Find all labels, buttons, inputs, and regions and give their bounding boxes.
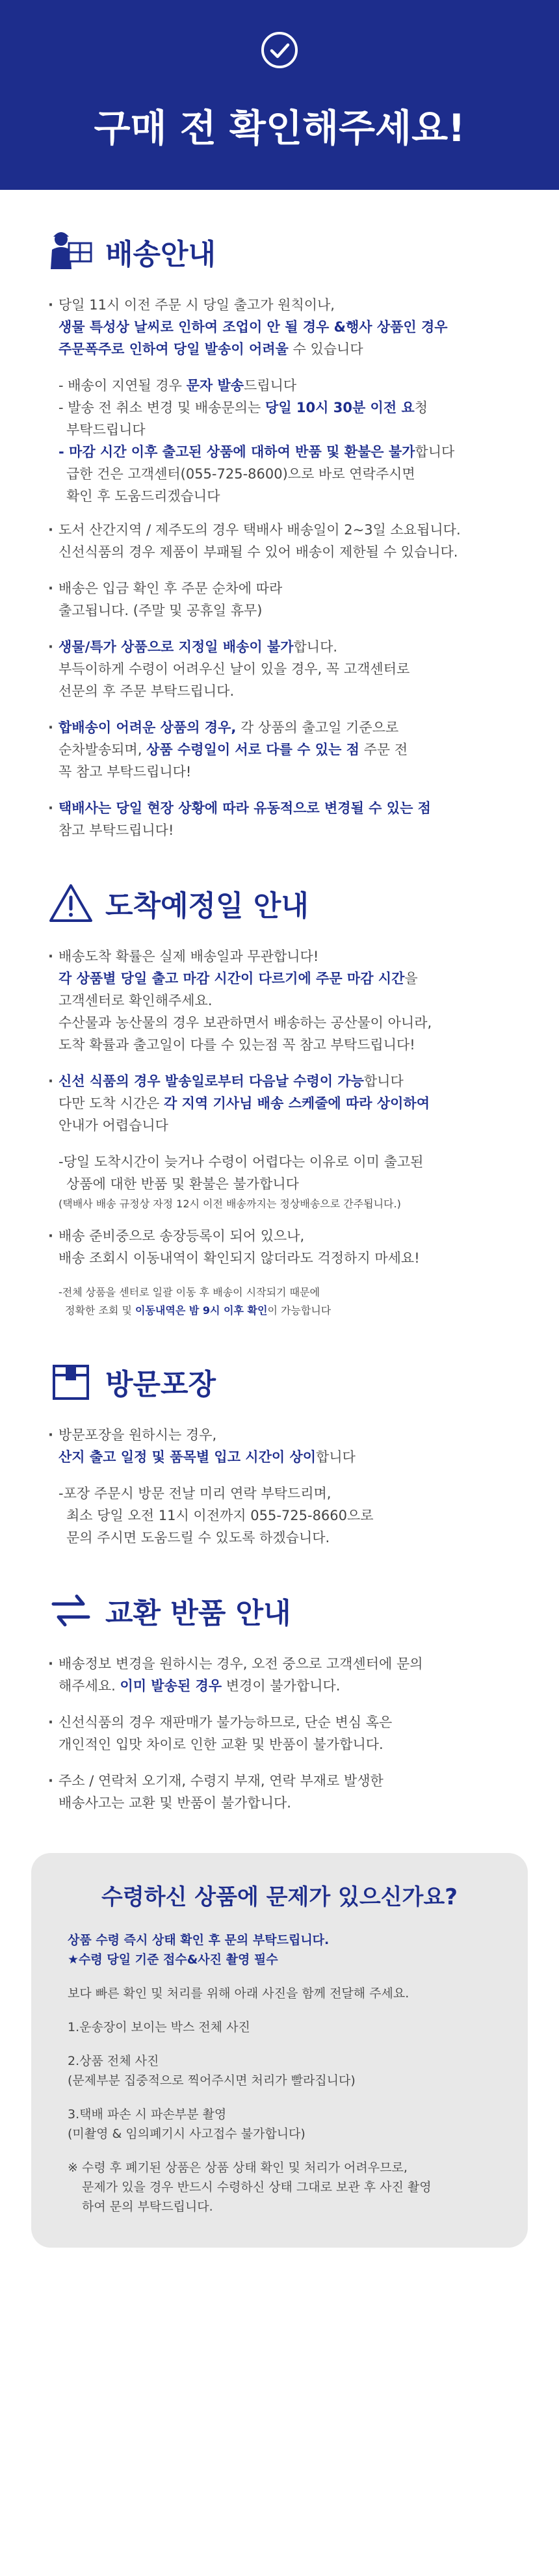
text-line: 배송 조회시 이동내역이 확인되지 않더라도 걱정하지 마세요!: [58, 1250, 420, 1266]
notice-line: (미촬영 & 임의폐기시 사고접수 불가합니다): [68, 2127, 306, 2141]
text-line: 참고 부탁드립니다!: [58, 822, 174, 838]
text-line: 합니다.: [293, 639, 338, 655]
notice-line: 1.운송장이 보이는 박스 전체 사진: [68, 2020, 250, 2034]
text-line: 다만 도착 시간은: [58, 1096, 164, 1111]
text-line: -포장 주문시 방문 전날 미리 연락 부탁드리며,: [58, 1486, 332, 1501]
text-line: 을: [404, 971, 418, 986]
text-line: 청: [414, 400, 428, 415]
notice-line: 3.택배 파손 시 파손부분 촬영: [68, 2107, 227, 2122]
box-icon: [46, 1359, 96, 1404]
shipping-item-6: [46, 797, 520, 841]
exchange-item-1: [46, 1653, 520, 1697]
delivery-person-icon: [46, 229, 96, 274]
exchange-title: 교환 반품 안내: [105, 1597, 291, 1630]
notice-line: ※ 수령 후 폐기된 상품은 상품 상태 확인 및 처리가 어려우므로,: [68, 2161, 408, 2175]
arrival-sub-2: [46, 1283, 520, 1320]
text-line: 고객센터로 확인해주세요.: [58, 993, 213, 1008]
text-line: 각 상품별 당일 출고 마감 시간이 다르기에 주문 마감 시간: [58, 971, 405, 986]
arrival-small-note: (택배사 배송 규정상 자정 12시 이전 배송까지는 정상배송으로 간주됩니다.): [58, 1198, 401, 1210]
notice-line: 하여 문의 부탁드립니다.: [82, 2200, 213, 2214]
text-line: 주문폭주로 인하여 당일 발송이 어려울: [58, 341, 289, 357]
text-line: 급한 건은 고객센터(055-725-8600)으로 바로 연락주시면: [66, 466, 415, 482]
text-line: 안내가 어렵습니다: [58, 1118, 168, 1133]
text-line: 이동내역은 밤 9시 이후 확인: [135, 1304, 268, 1317]
text-line: 확인 후 도움드리겠습니다: [66, 488, 220, 504]
text-line: 상품 수령일이 서로 다를 수 있는 점: [146, 742, 359, 757]
text-line: 변경이 불가합니다.: [222, 1678, 341, 1694]
shipping-header: [46, 229, 520, 274]
notice-line: (문제부분 집중적으로 찍어주시면 처리가 빨라집니다): [68, 2073, 356, 2088]
shipping-item-5: [46, 716, 520, 783]
text-line: 해주세요.: [58, 1678, 120, 1694]
text-line: 선문의 후 주문 부탁드립니다.: [58, 683, 235, 699]
arrival-sub-1: [46, 1151, 520, 1195]
text-line: 이 가능합니다: [267, 1304, 332, 1317]
text-line: · 배송정보 변경을 원하시는 경우, 오전 중으로 고객센터에 문의: [58, 1656, 423, 1672]
packing-header: [46, 1359, 520, 1404]
text-line: 생물 특성상 날씨로 인하여 조업이 안 될 경우 &행사 상품인 경우: [58, 319, 448, 335]
packing-section: [0, 1359, 559, 1549]
text-line: · 방문포장을 원하시는 경우,: [58, 1427, 217, 1443]
notice-line: 보다 빠른 확인 및 처리를 위해 아래 사진을 함께 전달해 주세요.: [68, 1986, 410, 2001]
exchange-section: [0, 1588, 559, 1814]
text-line: · 주소 / 연락처 오기재, 수령지 부재, 연락 부재로 발생한: [58, 1773, 384, 1789]
exchange-item-2: [46, 1711, 520, 1755]
text-line: 신선식품의 경우 제품이 부패될 수 있어 배송이 제한될 수 있습니다.: [58, 544, 458, 560]
text-line: 합니다: [415, 444, 455, 460]
text-line: 정확한 조회 및: [65, 1304, 135, 1317]
text-line: · 배송 준비중으로 송장등록이 되어 있으나,: [58, 1228, 305, 1244]
text-line: 합니다: [363, 1073, 404, 1089]
text-line: 합배송이 어려운 상품의 경우,: [58, 720, 237, 735]
text-line: 출고됩니다. (주말 및 공휴일 휴무): [58, 603, 263, 618]
text-line: 부탁드립니다: [66, 422, 146, 438]
warning-triangle-icon: [46, 880, 96, 926]
exchange-item-3: [46, 1770, 520, 1814]
text-line: 생물/특가 상품으로 지정일 배송이 불가: [58, 639, 294, 655]
text-line: -당일 도착시간이 늦거나 수령이 어렵다는 이유로 이미 출고된: [58, 1154, 424, 1170]
text-line: 당일 10시 30분 이전 요: [265, 400, 415, 415]
text-line: · 도서 산간지역 / 제주도의 경우 택배사 배송일이 2~3일 소요됩니다.: [58, 522, 461, 538]
packing-sub: [46, 1482, 520, 1549]
arrival-title: 도착예정일 안내: [105, 889, 309, 923]
text-line: 순차발송되며,: [58, 742, 147, 757]
text-line: 상품에 대한 반품 및 환불은 불가합니다: [66, 1176, 299, 1192]
exchange-arrows-icon: [46, 1588, 96, 1633]
exchange-header: [46, 1588, 520, 1633]
shipping-item-1: [46, 294, 520, 360]
text-line: 드립니다: [244, 378, 297, 393]
text-line: - 마감 시간 이후 출고된 상품에 대하여 반품 및 환불은 불가: [58, 444, 415, 460]
problem-notice-box: [31, 1853, 528, 2248]
text-line: 문의 주시면 도움드릴 수 있도록 하겠습니다.: [66, 1530, 330, 1545]
shipping-item-3: [46, 577, 520, 622]
text-line: 신선 식품의 경우 발송일로부터 다음날 수령이 가능: [58, 1073, 364, 1089]
arrival-header: [46, 880, 520, 926]
text-line: 최소 당일 오전 11시 이전까지 055-725-8660으로: [66, 1508, 374, 1523]
arrival-item-2: [46, 1070, 520, 1137]
text-line: - 발송 전 취소 변경 및 배송문의는: [58, 400, 266, 415]
shipping-sub-list: [46, 375, 520, 507]
notice-line: 2.상품 전체 사진: [68, 2054, 159, 2068]
text-line: 이미 발송된 경우: [120, 1678, 222, 1694]
text-line: · 당일 11시 이전 주문 시 당일 출고가 원칙이나,: [58, 297, 335, 313]
text-line: 합니다: [316, 1449, 356, 1465]
text-line: 수산물과 농산물의 경우 보관하면서 배송하는 공산물이 아니라,: [58, 1015, 432, 1031]
text-line: -전체 상품을 센터로 일괄 이동 후 배송이 시작되기 때문에: [58, 1286, 320, 1298]
text-line: 산지 출고 일정 및 품목별 입고 시간이 상이: [58, 1449, 317, 1465]
text-line: 각 상품의 출고일 기준으로: [236, 720, 399, 735]
shipping-item-4: [46, 636, 520, 702]
text-line: 도착 확률과 출고일이 다를 수 있는점 꼭 참고 부탁드립니다!: [58, 1037, 415, 1053]
text-line: · 배송은 입금 확인 후 주문 순차에 따라: [58, 581, 283, 596]
packing-item-1: [46, 1424, 520, 1468]
packing-title: 방문포장: [105, 1368, 216, 1401]
notice-line: 상품 수령 즉시 상태 확인 후 문의 부탁드립니다.: [68, 1933, 330, 1947]
text-line: · 택배사는 당일 현장 상황에 따라 유동적으로 변경될 수 있는 점: [58, 800, 431, 816]
text-line: 꼭 참고 부탁드립니다!: [58, 764, 192, 780]
arrival-item-3: [46, 1225, 520, 1269]
notice-line: 문제가 있을 경우 반드시 수령하신 상태 그대로 보관 후 사진 촬영: [82, 2180, 432, 2194]
notice-title: 수령하신 상품에 문제가 있으신가요?: [101, 1884, 458, 1910]
notice-line: ★수령 당일 기준 접수&사진 촬영 필수: [68, 1952, 278, 1967]
arrival-item-1: [46, 945, 520, 1056]
shipping-section: [0, 229, 559, 841]
text-line: 수 있습니다: [288, 341, 363, 357]
shipping-title: 배송안내: [105, 238, 216, 271]
text-line: 부득이하게 수령이 어려우신 날이 있을 경우, 꼭 고객센터로: [58, 661, 410, 677]
arrival-section: [0, 880, 559, 1320]
check-circle-icon: [261, 31, 298, 69]
text-line: · 배송도착 확률은 실제 배송일과 무관합니다!: [58, 949, 319, 964]
text-line: 문자 발송: [186, 378, 244, 393]
text-line: 주문 전: [359, 742, 408, 757]
hero-banner: [0, 0, 559, 190]
text-line: 각 지역 기사님 배송 스케줄에 따라 상이하여: [164, 1096, 430, 1111]
text-line: - 배송이 지연될 경우: [58, 378, 187, 393]
text-line: 배송사고는 교환 및 반품이 불가합니다.: [58, 1795, 291, 1811]
text-line: · 신선식품의 경우 재판매가 불가능하므로, 단순 변심 혹은: [58, 1715, 393, 1730]
text-line: 개인적인 입맛 차이로 인한 교환 및 반품이 불가합니다.: [58, 1737, 384, 1752]
shipping-item-2: [46, 519, 520, 563]
hero-title: 구매 전 확인해주세요!: [94, 106, 465, 150]
